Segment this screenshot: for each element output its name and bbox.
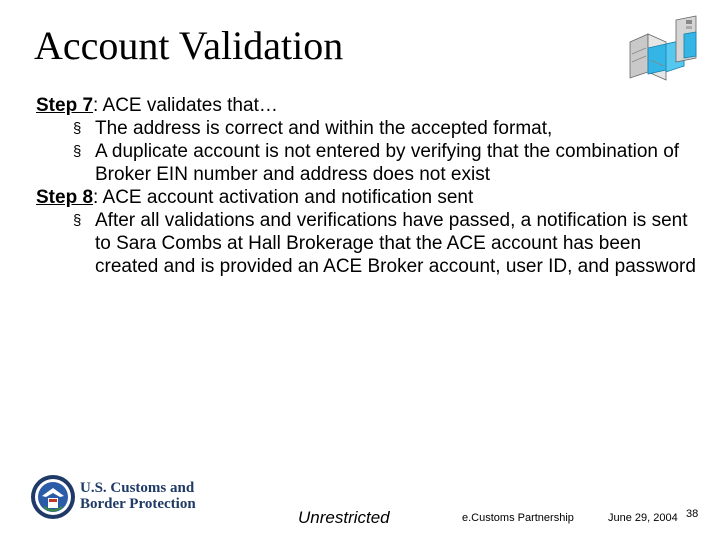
header-graphic-icon: [626, 14, 702, 86]
partnership-label: e.Customs Partnership: [462, 512, 574, 524]
bullet-text: A duplicate account is not entered by verifying that the combination of Broker EIN number and address does not exist: [95, 141, 680, 185]
agency-name: [80, 480, 196, 512]
classification-label: Unrestricted: [298, 508, 390, 527]
step-7-label: Step 7: [36, 95, 94, 116]
step-8-heading: [36, 186, 696, 209]
step-8-label: Step 8: [36, 187, 94, 208]
bullet-text: The address is correct and within the accepted format,: [95, 118, 553, 139]
agency-line-2: Border Protection: [80, 496, 196, 512]
list-item: [36, 140, 696, 186]
step-8-bullets: [36, 209, 696, 278]
slide-date: June 29, 2004: [608, 512, 678, 524]
bullet-icon: §: [73, 143, 82, 160]
cbp-logo: [30, 474, 210, 522]
step-8-text: : ACE account activation and notification sent: [93, 187, 474, 208]
bullet-icon: §: [73, 120, 82, 137]
step-7-heading: [36, 94, 696, 117]
bullet-icon: §: [73, 212, 82, 229]
dhs-seal-icon: [30, 474, 76, 520]
slide-body: [36, 94, 696, 278]
list-item: [36, 117, 696, 140]
agency-line-1: U.S. Customs and: [80, 480, 195, 496]
page-number: 38: [686, 508, 699, 520]
step-7-bullets: [36, 117, 696, 186]
step-7-text: : ACE validates that…: [93, 95, 278, 116]
list-item: [36, 209, 696, 278]
slide-title: Account Validation: [34, 23, 344, 68]
bullet-text: After all validations and verifications have passed, a notification is sent to Sara Combs at Hall Brokerage that the ACE account has been created and is provided an ACE Broker account, user ID, and password: [95, 210, 696, 277]
